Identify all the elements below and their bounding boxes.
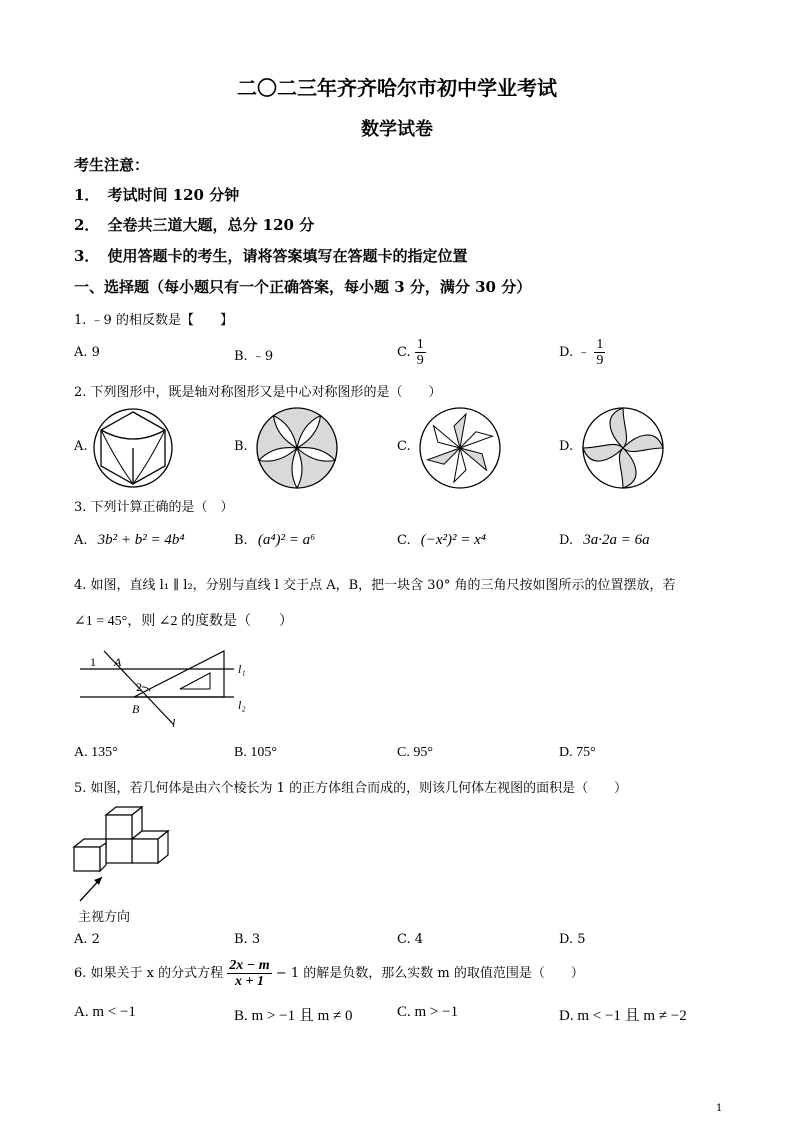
option-label: D. — [559, 533, 574, 548]
q6-option-b: B. m > −1 且 m ≠ 0 — [234, 1008, 353, 1024]
option-label: D. ﹣ — [559, 345, 591, 360]
q1-option-d — [559, 337, 605, 368]
fig-label-1: 1 — [90, 655, 96, 669]
page-title: 二〇二三年齐齐哈尔市初中学业考试 — [237, 76, 557, 100]
option-label: B. — [234, 533, 248, 548]
q5-option-c: C. 4 — [397, 932, 424, 947]
q4-option-a: A. 135° — [74, 745, 118, 760]
option-expression: (a⁴)² = a⁶ — [257, 532, 316, 548]
option-label: A. — [74, 533, 88, 548]
q5-option-a: A. 2 — [74, 932, 100, 947]
fraction-denominator: 9 — [596, 353, 604, 368]
notice-item-num: 1． — [74, 186, 100, 204]
q3-stem: 3. 下列计算正确的是（ ） — [74, 500, 234, 515]
q6-stem-post: − 1 的解是负数，那么实数 m 的取值范围是（ ） — [275, 966, 584, 981]
option-expression: (−x²)² = x⁴ — [420, 532, 487, 548]
fraction-numerator: 2x − m — [229, 958, 270, 973]
q6-fraction — [227, 958, 271, 989]
q1-stem: 1. ﹣9 的相反数是【 】 — [74, 313, 233, 328]
q6-option-d: D. m < −1 且 m ≠ −2 — [559, 1008, 687, 1024]
fig-label-l1: l₁ — [238, 662, 246, 676]
fraction — [415, 337, 426, 368]
q2-stem: 2. 下列图形中，既是轴对称图形又是中心对称图形的是（ ） — [74, 385, 442, 400]
q6-option-a: A. m < −1 — [74, 1004, 136, 1020]
page-subtitle: 数学试卷 — [361, 119, 433, 140]
notice-item-text: 使用答题卡的考生，请将答案填写在答题卡的指定位置 — [107, 247, 468, 265]
q1-option-a: A. 9 — [74, 345, 100, 360]
q3-option-b — [234, 532, 315, 549]
option-label: C. — [397, 345, 411, 360]
q4-figure — [74, 645, 264, 735]
q5-option-d: D. 5 — [559, 932, 586, 947]
q6-stem — [74, 958, 584, 989]
notice-item-1 — [74, 184, 239, 205]
q2-figure-c — [418, 406, 502, 490]
notice-heading: 考生注意： — [74, 156, 150, 174]
fraction-numerator: 1 — [596, 337, 604, 352]
q1-option-c — [397, 337, 426, 368]
q2-option-c-label: C. — [397, 439, 411, 454]
q4-option-c: C. 95° — [397, 745, 433, 760]
q4-option-b: B. 105° — [234, 745, 277, 760]
option-expression: 3a·2a = 6a — [583, 532, 650, 548]
q4-stem-line2: ∠1 = 45°，则 ∠2 的度数是（ ） — [74, 614, 293, 629]
notice-item-2 — [74, 214, 314, 235]
q3-option-a — [74, 532, 185, 549]
q4-stem-line1: 4. 如图，直线 l₁ ∥ l₂，分别与直线 l 交于点 A，B，把一块含 30° 角的三角尺按如图所示的位置摆放，若 — [74, 578, 676, 593]
option-label: C. — [397, 533, 411, 548]
q2-option-a-label: A. — [74, 439, 88, 454]
fraction — [594, 337, 605, 368]
fraction-denominator: 9 — [416, 353, 424, 368]
fig-label-b: B — [132, 702, 140, 716]
notice-item-num: 3． — [74, 247, 100, 265]
fig-label-l2: l₂ — [238, 698, 246, 712]
q5-figure — [72, 803, 172, 903]
notice-item-3 — [74, 245, 467, 266]
q2-figure-d — [581, 406, 665, 490]
fig-label-l: l — [172, 716, 176, 730]
q2-figure-b — [255, 406, 339, 490]
fraction-denominator: x + 1 — [234, 974, 264, 989]
notice-item-text: 全卷共三道大题，总分 120 分 — [107, 216, 315, 234]
fig-label-a: A — [114, 655, 122, 669]
q5-option-b: B. 3 — [234, 932, 261, 947]
page-number: 1 — [716, 1103, 723, 1114]
option-expression: 3b² + b² = 4b⁴ — [97, 532, 185, 548]
q6-option-c: C. m > −1 — [397, 1004, 459, 1020]
fraction-numerator: 1 — [416, 337, 424, 352]
q1-option-b: B. ﹣9 — [234, 349, 274, 364]
q2-option-b-label: B. — [234, 439, 248, 454]
notice-item-text: 考试时间 120 分钟 — [107, 186, 240, 204]
q2-figure-a — [92, 407, 174, 489]
q5-stem: 5. 如图，若几何体是由六个棱长为 1 的正方体组合而成的，则该几何体左视图的面积是（ ） — [74, 781, 628, 796]
q5-figure-caption: 主视方向 — [78, 910, 131, 925]
notice-item-num: 2． — [74, 216, 100, 234]
q3-option-c — [397, 532, 486, 549]
q3-option-d — [559, 532, 650, 549]
q6-stem-pre: 6. 如果关于 x 的分式方程 — [74, 966, 224, 981]
q4-option-d: D. 75° — [559, 745, 596, 760]
fig-label-2: 2 — [136, 680, 142, 694]
q2-option-d-label: D. — [559, 439, 574, 454]
section-heading: 一、选择题（每小题只有一个正确答案，每小题 3 分，满分 30 分） — [74, 278, 532, 296]
